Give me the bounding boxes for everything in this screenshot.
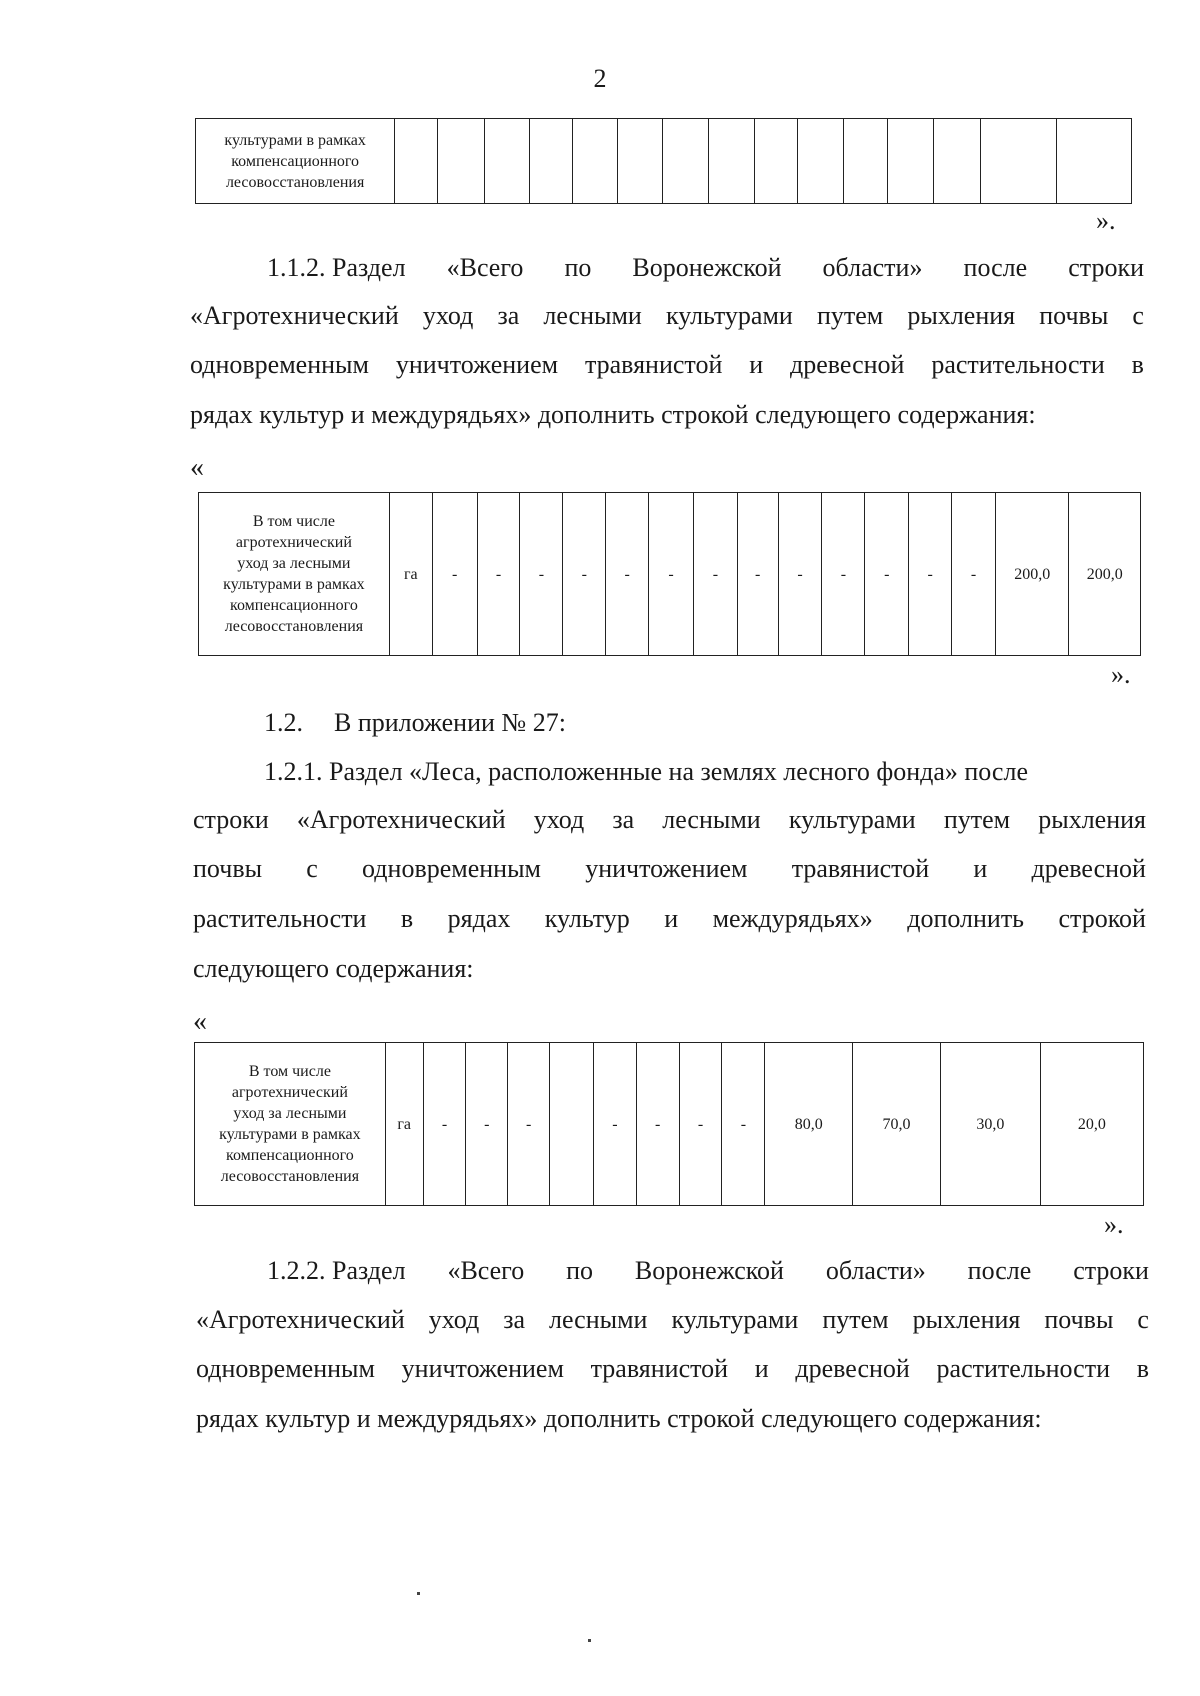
label-line: компенсационного — [231, 152, 360, 170]
label-line: культурами в рамках — [223, 576, 365, 593]
text: одновременным — [190, 350, 369, 379]
text: «Всего — [446, 253, 524, 282]
paragraph-1-2-2-line-2 — [196, 1307, 1149, 1333]
text: рыхления — [912, 1305, 1021, 1334]
text: 1.2.2. Раздел — [267, 1256, 406, 1285]
value-cell: - — [477, 493, 520, 656]
table-cell — [573, 119, 618, 204]
paragraph-1-1-2-line-1 — [267, 255, 1144, 281]
text: уничтожением — [395, 350, 559, 379]
text: растительности — [936, 1354, 1110, 1383]
text: строкой — [1058, 904, 1146, 933]
label-line: культурами в рамках — [219, 1126, 361, 1143]
text: «Агротехнический — [190, 301, 399, 330]
text: древесной — [790, 350, 905, 379]
text: области» — [825, 1256, 926, 1285]
value-cell: 70,0 — [853, 1043, 941, 1206]
table-cell — [709, 119, 755, 204]
text: «Всего — [447, 1256, 525, 1285]
text: одновременным — [362, 854, 541, 883]
text: в — [1136, 1354, 1149, 1383]
paragraph-1-2-1-line-4 — [193, 906, 1146, 932]
text: уничтожением — [401, 1354, 564, 1383]
text: культурами — [671, 1305, 799, 1334]
table-cell — [663, 119, 709, 204]
scan-artifact — [417, 1592, 420, 1595]
value-cell: - — [636, 1043, 679, 1206]
text: за — [497, 301, 520, 330]
value-cell: - — [693, 493, 737, 656]
text: по — [564, 253, 592, 282]
text: строки — [193, 805, 269, 834]
text: культурами — [788, 805, 916, 834]
text: почвы — [1039, 301, 1109, 330]
row-label — [199, 493, 390, 656]
paragraph-1-2-1-line-5: следующего содержания: — [193, 954, 474, 983]
text: «Агротехнический — [196, 1305, 405, 1334]
table-vsego-voronezh — [198, 492, 1141, 656]
text: одновременным — [196, 1354, 375, 1383]
paragraph-1-2-1-line-2 — [193, 807, 1146, 833]
paragraph-1-2-2-line-3 — [196, 1356, 1149, 1382]
text: области» — [822, 253, 923, 282]
value-cell: 20,0 — [1040, 1043, 1143, 1206]
label-line: агротехнический — [231, 1084, 348, 1101]
text: рыхления — [1038, 805, 1146, 834]
text: Воронежской — [634, 1256, 784, 1285]
label-line: уход за лесными — [233, 1105, 347, 1122]
paragraph-1-1-2-line-2 — [190, 303, 1144, 329]
text: «Агротехнический — [296, 805, 506, 834]
text: путем — [943, 805, 1011, 834]
text: лесными — [549, 1305, 648, 1334]
value-cell: - — [508, 1043, 550, 1206]
table-cell — [933, 119, 981, 204]
value-cell: - — [593, 1043, 636, 1206]
text: древесной — [795, 1354, 910, 1383]
table-cell — [617, 119, 663, 204]
value-cell: - — [520, 493, 563, 656]
text: уход — [533, 805, 585, 834]
label-line: лесовосстановления — [224, 618, 364, 635]
label-line: В том числе — [252, 513, 335, 530]
text: путем — [816, 301, 884, 330]
scan-artifact — [588, 1639, 591, 1642]
text: после — [967, 1256, 1032, 1285]
text: путем — [822, 1305, 889, 1334]
table-cell — [843, 119, 888, 204]
value-cell — [550, 1043, 594, 1206]
paragraph-1-2-1-line-1: 1.2.1. Раздел «Леса, расположенные на землях лесного фонда» после — [264, 757, 1028, 786]
table-lesnoy-fond — [194, 1042, 1144, 1206]
value-cell: - — [737, 493, 778, 656]
text: с — [1132, 301, 1144, 330]
text: культур — [544, 904, 630, 933]
text: по — [566, 1256, 594, 1285]
table-cell — [1056, 119, 1131, 204]
value-cell: 200,0 — [995, 493, 1068, 656]
opening-quote: « — [193, 1006, 207, 1037]
value-cell: - — [423, 1043, 466, 1206]
text: уход — [428, 1305, 480, 1334]
text: лесными — [543, 301, 642, 330]
text: после — [963, 253, 1028, 282]
label-line: лесовосстановления — [220, 1168, 360, 1185]
label-line: компенсационного — [225, 1147, 354, 1164]
text: и — [664, 904, 679, 933]
value-cell: 30,0 — [940, 1043, 1040, 1206]
label-line: В том числе — [248, 1063, 331, 1080]
text: уничтожением — [585, 854, 748, 883]
text: с — [1137, 1305, 1149, 1334]
value-cell: - — [606, 493, 649, 656]
value-cell: - — [649, 493, 694, 656]
table-cell — [485, 119, 530, 204]
text: 1.1.2. Раздел — [267, 253, 406, 282]
text: за — [503, 1305, 526, 1334]
paragraph-1-2-1-line-3 — [193, 856, 1146, 882]
unit-cell: га — [389, 493, 432, 656]
closing-quote: ». — [1111, 660, 1131, 689]
value-cell: - — [865, 493, 909, 656]
text: культурами — [665, 301, 793, 330]
value-cell: - — [679, 1043, 722, 1206]
value-cell: - — [909, 493, 952, 656]
value-cell: - — [778, 493, 822, 656]
paragraph-1-2-2-line-1 — [267, 1258, 1149, 1284]
closing-quote: ». — [1096, 206, 1116, 235]
text: строки — [1068, 253, 1144, 282]
table-cell — [437, 119, 485, 204]
text: рядах — [447, 904, 511, 933]
text: и — [754, 1354, 769, 1383]
paragraph-1-2-2-line-4: рядах культур и междурядьях» дополнить строкой следующего содержания: — [196, 1404, 1042, 1433]
label-line: агротехнический — [235, 534, 352, 551]
opening-quote: « — [190, 452, 204, 483]
text: травянистой — [584, 350, 723, 379]
text: лесными — [662, 805, 761, 834]
page-number: 2 — [593, 64, 607, 93]
value-cell: - — [722, 1043, 765, 1206]
value-cell: - — [952, 493, 996, 656]
text: и — [973, 854, 988, 883]
text: в — [1131, 350, 1144, 379]
text: строки — [1073, 1256, 1149, 1285]
value-cell: - — [432, 493, 477, 656]
text: древесной — [1031, 854, 1146, 883]
value-cell: - — [563, 493, 606, 656]
table-cell — [529, 119, 572, 204]
section-1-2-text: В приложении № 27: — [334, 708, 566, 737]
text: почвы — [193, 854, 263, 883]
value-cell: 80,0 — [765, 1043, 853, 1206]
label-line: культурами в рамках — [224, 131, 366, 149]
text: рыхления — [907, 301, 1016, 330]
closing-quote: ». — [1104, 1210, 1124, 1239]
value-cell: - — [822, 493, 865, 656]
text: Воронежской — [632, 253, 782, 282]
table-cell — [888, 119, 934, 204]
continued-table — [195, 118, 1132, 204]
section-1-2-number: 1.2. — [264, 708, 303, 737]
text: травянистой — [590, 1354, 729, 1383]
table-cell — [798, 119, 844, 204]
row-label — [195, 1043, 386, 1206]
table-cell — [981, 119, 1056, 204]
text: растительности — [193, 904, 367, 933]
text: дополнить — [907, 904, 1025, 933]
text: в — [400, 904, 414, 933]
text: травянистой — [791, 854, 930, 883]
text: междурядьях» — [712, 904, 873, 933]
text: уход — [422, 301, 474, 330]
text: почвы — [1044, 1305, 1114, 1334]
row-label — [196, 119, 395, 204]
unit-cell: га — [385, 1043, 423, 1206]
table-cell — [754, 119, 797, 204]
value-cell: - — [466, 1043, 508, 1206]
table-cell — [395, 119, 437, 204]
label-line: уход за лесными — [237, 555, 351, 572]
label-line: лесовосстановления — [225, 173, 365, 191]
text: с — [306, 854, 318, 883]
text: и — [749, 350, 764, 379]
paragraph-1-1-2-line-4: рядах культур и междурядьях» дополнить строкой следующего содержания: — [190, 400, 1036, 429]
text: за — [612, 805, 635, 834]
text: растительности — [931, 350, 1105, 379]
label-line: компенсационного — [230, 597, 358, 614]
paragraph-1-1-2-line-3 — [190, 352, 1144, 378]
value-cell: 200,0 — [1069, 493, 1141, 656]
